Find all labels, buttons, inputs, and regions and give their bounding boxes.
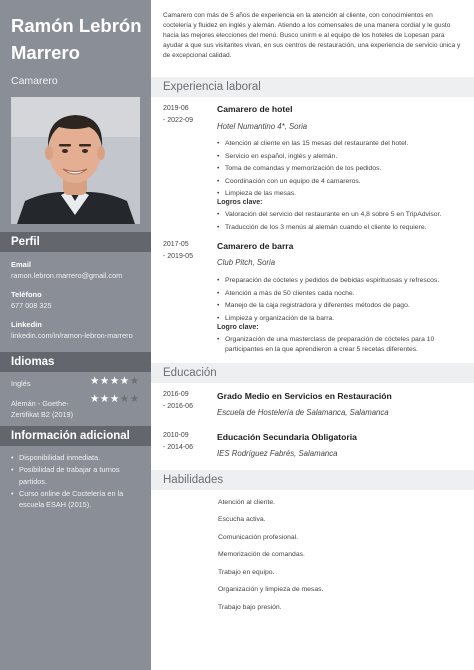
job-tasks-list bbox=[217, 139, 465, 202]
key-achievements-list bbox=[217, 335, 465, 358]
candidate-role: Camarero bbox=[11, 75, 58, 87]
job-date-end: - 2022-09 bbox=[163, 117, 193, 124]
language-rating bbox=[90, 376, 140, 387]
candidate-name: Ramón Lebrón Marrero bbox=[11, 15, 142, 63]
skill-item: Trabajo en equipo. bbox=[218, 569, 275, 576]
star-filled-icon: ★ bbox=[109, 393, 120, 405]
skill-item: Comunicación profesional. bbox=[218, 534, 299, 541]
list-item: • Atención a más de 50 clientes cada noche. bbox=[217, 289, 465, 299]
star-filled-icon: ★ bbox=[90, 393, 100, 405]
language-name: Inglés bbox=[11, 379, 31, 388]
sidebar bbox=[0, 0, 151, 670]
star-empty-icon: ★ bbox=[129, 375, 140, 387]
star-empty-icon: ★ bbox=[119, 393, 130, 405]
phone-label: Teléfono bbox=[11, 290, 42, 299]
list-item: • Manejo de la caja registradora y diferentes métodos de pago. bbox=[217, 301, 465, 311]
job-tasks-list bbox=[217, 276, 465, 326]
education-section-heading: Educación bbox=[151, 363, 474, 383]
key-achievements-label: Logro clave: bbox=[217, 324, 259, 331]
list-item: • Atención al cliente en las 15 mesas del restaurante del hotel. bbox=[217, 139, 465, 149]
list-item: • Preparación de cócteles y pedidos de bebidas espirituosas y refrescos. bbox=[217, 276, 465, 286]
list-item: • Curso online de Coctelería en la escuela ESAH (2015). bbox=[11, 488, 143, 511]
education-school: Escuela de Hostelería de Salamanca, Salamanca bbox=[217, 408, 389, 417]
job-company: Hotel Numantino 4*, Soria bbox=[217, 122, 308, 131]
list-item: • Toma de comandas y memorización de los pedidos. bbox=[217, 164, 465, 174]
star-filled-icon: ★ bbox=[99, 375, 110, 387]
job-date-start: 2019-06 bbox=[163, 105, 189, 112]
skill-item: Memorización de comandas. bbox=[218, 551, 305, 558]
education-date-start: 2010-09 bbox=[163, 432, 189, 439]
list-item: • Servicio en español, inglés y alemán. bbox=[217, 152, 465, 162]
job-date-start: 2017-05 bbox=[163, 241, 189, 248]
email-value[interactable]: ramon.lebron.marrero@gmail.com bbox=[11, 271, 123, 280]
star-empty-icon: ★ bbox=[129, 393, 140, 405]
professional-summary: Camarero con más de 5 años de experiencia en la atención al cliente, con conocimientos en coctelería y fluidez en inglés y alemán. Atiendo a los comensales de una manera cordial y le gusto hacia las mejores elecciones del menú. Busco unirm e al equipo de los hoteles de Lopesan para ayudar a que sus visitantes vivan, en sus centros de restauración, una experiencia de servicio única y de excepcional calidad. bbox=[163, 12, 461, 60]
star-filled-icon: ★ bbox=[99, 393, 110, 405]
list-item: • Organización de una masterclass de preparación de cócteles para 10 participantes en la que aprendieron a crear 5 recetas diferentes. bbox=[217, 335, 465, 355]
language-name: Alemán - Goethe-Zertifikat B2 (2019) bbox=[11, 399, 74, 419]
education-date-start: 2016-09 bbox=[163, 391, 189, 398]
list-item: • Valoración del servicio del restaurante en un 4,8 sobre 5 en TripAdvisor. bbox=[217, 210, 465, 220]
education-school: IES Rodríguez Fabrés, Salamanca bbox=[217, 449, 338, 458]
profile-photo bbox=[11, 97, 140, 224]
education-date-end: - 2014-06 bbox=[163, 444, 193, 451]
phone-value[interactable]: 677 008 325 bbox=[11, 301, 52, 310]
languages-section-heading: Idiomas bbox=[0, 352, 151, 372]
language-rating bbox=[90, 394, 140, 405]
experience-section-heading: Experiencia laboral bbox=[151, 77, 474, 97]
additional-info-list bbox=[11, 452, 143, 511]
education-title: Grado Medio en Servicios en Restauración bbox=[217, 391, 392, 401]
job-title: Camarero de hotel bbox=[217, 104, 293, 114]
additional-info-section-heading: Información adicional bbox=[0, 426, 151, 446]
list-item: • Disponibilidad inmediata. bbox=[11, 452, 143, 464]
star-filled-icon: ★ bbox=[90, 375, 100, 387]
skills-section-heading: Habilidades bbox=[151, 470, 474, 490]
list-item: • Posibilidad de trabajar a turnos partidos. bbox=[11, 464, 143, 487]
education-title: Educación Secundaria Obligatoria bbox=[217, 432, 357, 442]
key-achievements-list bbox=[217, 210, 465, 235]
list-item: • Limpieza y organización de la barra. bbox=[217, 314, 465, 324]
job-title: Camarero de barra bbox=[217, 241, 294, 251]
star-filled-icon: ★ bbox=[119, 375, 130, 387]
email-label: Email bbox=[11, 260, 32, 269]
skill-item: Atención al cliente. bbox=[218, 499, 276, 506]
linkedin-value[interactable]: linkedin.com/in/ramon-lebron-marrero bbox=[11, 331, 133, 340]
list-item: • Traducción de los 3 menús al alemán cuando el cliente lo requiere. bbox=[217, 223, 465, 233]
skill-item: Trabajo bajo presión. bbox=[218, 604, 282, 611]
list-item: • Limpieza de las mesas. bbox=[217, 189, 465, 199]
job-company: Club Pitch, Soria bbox=[217, 258, 276, 267]
key-achievements-label: Logros clave: bbox=[217, 199, 263, 206]
star-filled-icon: ★ bbox=[109, 375, 120, 387]
linkedin-label: Linkedin bbox=[11, 320, 42, 329]
job-date-end: - 2019-05 bbox=[163, 253, 193, 260]
list-item: • Coordinación con un equipo de 4 camareros. bbox=[217, 177, 465, 187]
skill-item: Organización y limpieza de mesas. bbox=[218, 586, 324, 593]
skill-item: Escucha activa. bbox=[218, 516, 266, 523]
profile-section-heading: Perfil bbox=[0, 232, 151, 252]
education-date-end: - 2016-06 bbox=[163, 403, 193, 410]
